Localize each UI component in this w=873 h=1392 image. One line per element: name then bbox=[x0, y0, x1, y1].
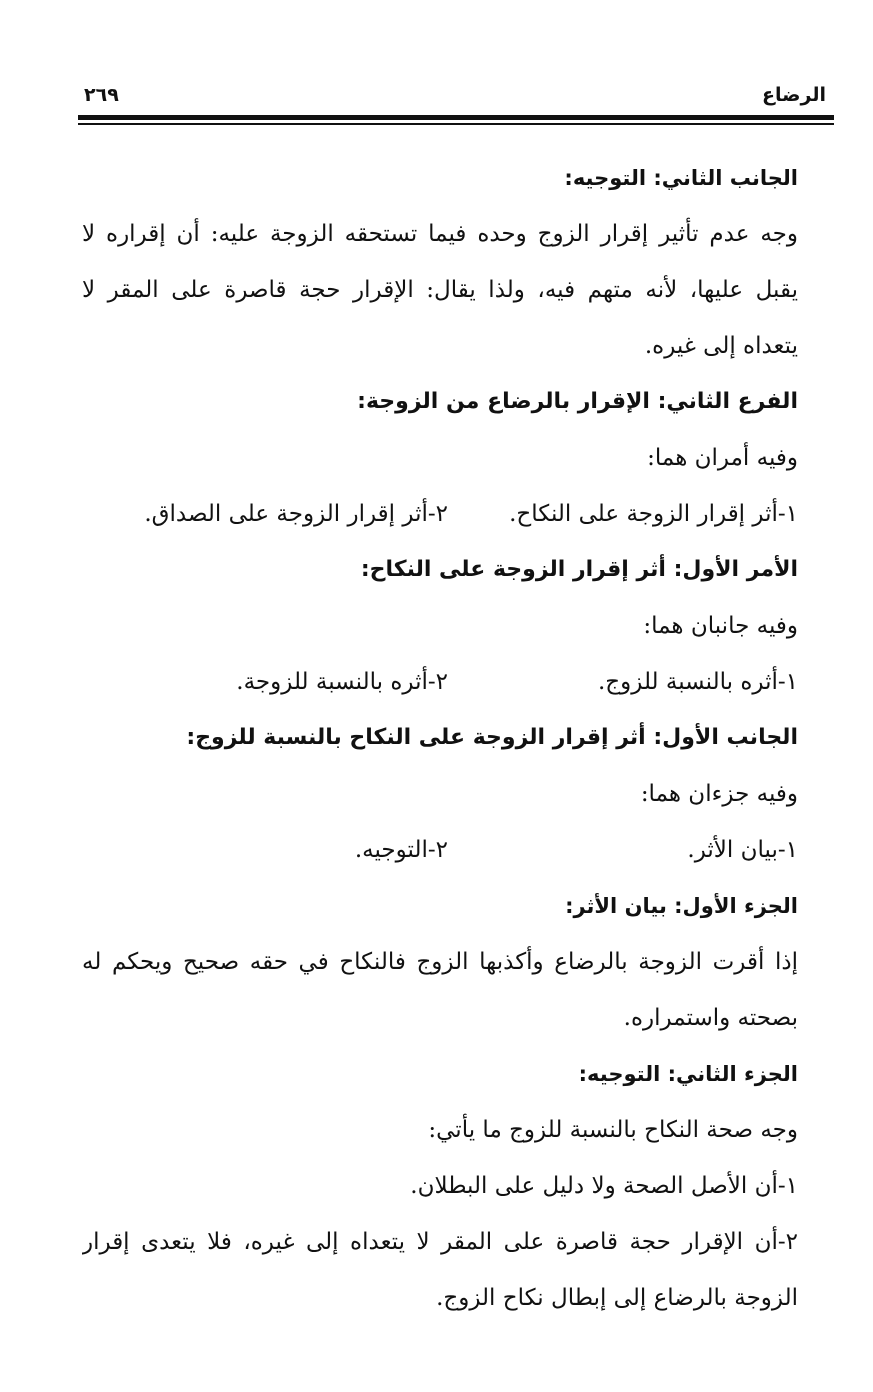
list-item: ١-أثر إقرار الزوجة على النكاح. bbox=[509, 501, 798, 527]
page-number: ٢٦٩ bbox=[84, 84, 119, 106]
list-item: ٢-أن الإقرار حجة قاصرة على المقر لا يتعداه إلى غيره، فلا يتعدى إقرار bbox=[82, 1229, 798, 1255]
paragraph-line: وجه صحة النكاح بالنسبة للزوج ما يأتي: bbox=[428, 1117, 798, 1143]
page-body bbox=[82, 150, 798, 1326]
running-title: الرضاع bbox=[762, 84, 826, 106]
paragraph-line: يتعداه إلى غيره. bbox=[644, 333, 798, 359]
list-item: ١-أن الأصل الصحة ولا دليل على البطلان. bbox=[410, 1173, 798, 1199]
list-item: ١-بيان الأثر. bbox=[687, 837, 798, 863]
section-heading: الفرع الثاني: الإقرار بالرضاع من الزوجة: bbox=[357, 389, 798, 414]
paragraph-line: يقبل عليها، لأنه متهم فيه، ولذا يقال: الإقرار حجة قاصرة على المقر لا bbox=[82, 277, 798, 303]
list-two-items bbox=[82, 822, 798, 878]
list-item: ٢-أثر إقرار الزوجة على الصداق. bbox=[144, 501, 448, 527]
paragraph-line: وفيه جزءان هما: bbox=[640, 781, 798, 807]
list-item: ١-أثره بالنسبة للزوج. bbox=[597, 669, 798, 695]
paragraph-line: وفيه أمران هما: bbox=[647, 445, 798, 471]
paragraph-line: بصحته واستمراره. bbox=[623, 1005, 798, 1031]
list-two-items bbox=[82, 654, 798, 710]
paragraph-line: الزوجة بالرضاع إلى إبطال نكاح الزوج. bbox=[436, 1285, 798, 1311]
subheading-first-part: الجزء الأول: بيان الأثر: bbox=[565, 894, 798, 918]
section-heading: الجانب الأول: أثر إقرار الزوجة على النكاح بالنسبة للزوج: bbox=[186, 725, 798, 750]
header-rule-thick bbox=[78, 115, 834, 120]
paragraph-line: إذا أقرت الزوجة بالرضاع وأكذبها الزوج فالنكاح في حقه صحيح ويحكم له bbox=[82, 949, 798, 975]
section-heading: الأمر الأول: أثر إقرار الزوجة على النكاح: bbox=[360, 557, 798, 582]
list-item: ٢-أثره بالنسبة للزوجة. bbox=[236, 669, 448, 695]
paragraph-line: وجه عدم تأثير إقرار الزوج وحده فيما تستحقه الزوجة عليه: أن إقراره لا bbox=[82, 221, 798, 247]
subheading-second-aspect: الجانب الثاني: التوجيه: bbox=[564, 166, 798, 190]
header-rule-thin bbox=[78, 123, 834, 125]
list-item: ٢-التوجيه. bbox=[354, 837, 448, 863]
paragraph-line: وفيه جانبان هما: bbox=[643, 613, 798, 639]
list-two-items bbox=[82, 486, 798, 542]
subheading-second-part: الجزء الثاني: التوجيه: bbox=[578, 1062, 798, 1086]
page-header bbox=[78, 84, 826, 114]
